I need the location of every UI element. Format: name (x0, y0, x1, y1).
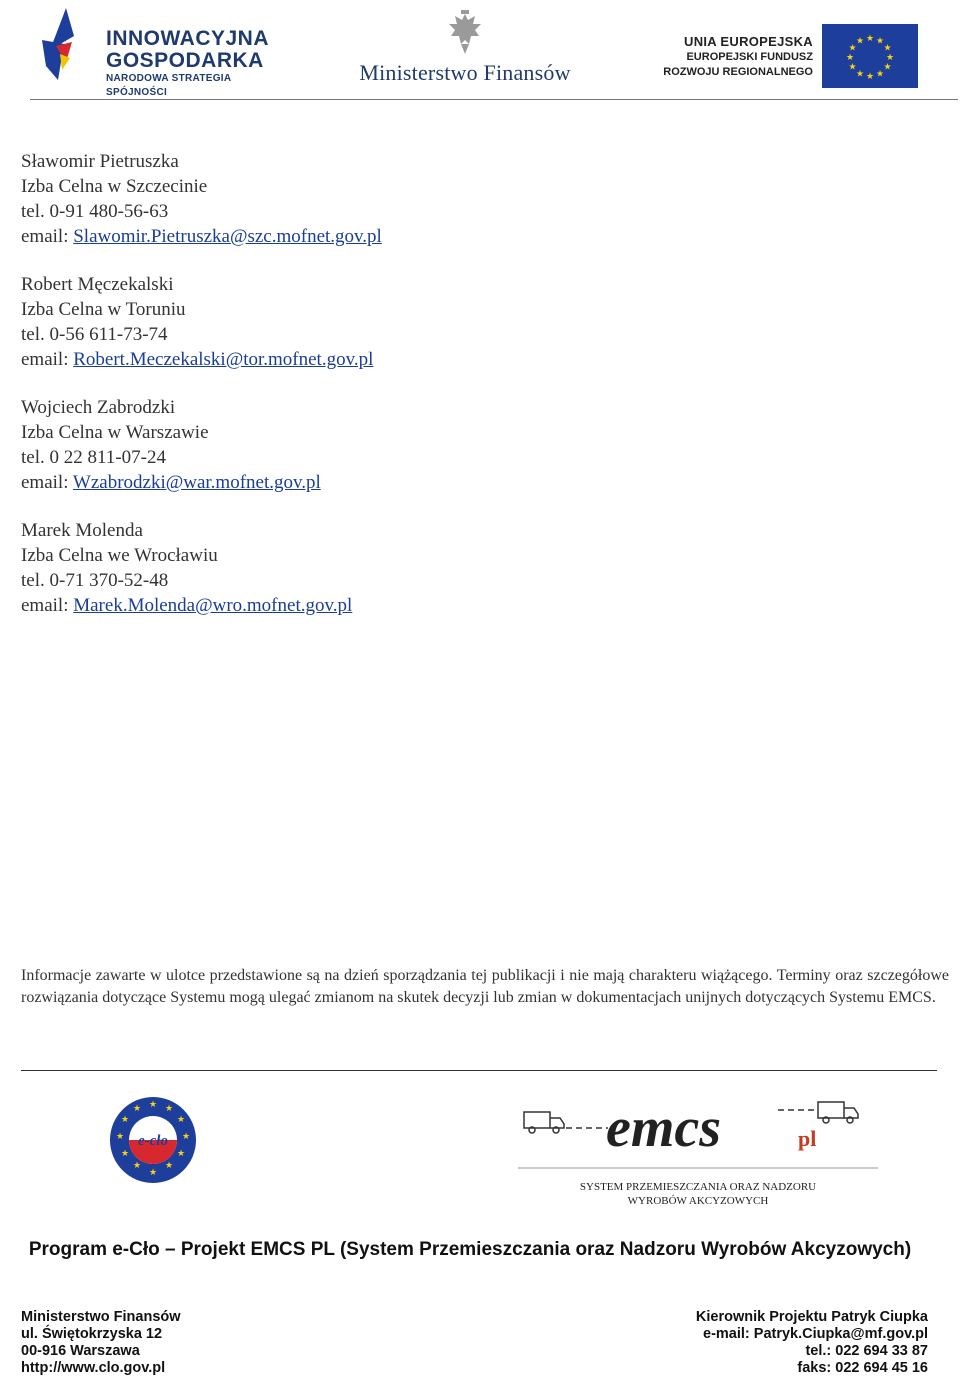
svg-text:★: ★ (875, 69, 885, 80)
svg-text:★: ★ (883, 62, 892, 73)
contact-tel: tel. 0-91 480-56-63 (21, 201, 169, 222)
svg-text:★: ★ (120, 1115, 130, 1125)
truck-left-icon (524, 1112, 564, 1133)
eu-fund-logo (652, 24, 917, 90)
website-link[interactable]: http://www.clo.gov.pl (21, 1360, 166, 1376)
footer-divider (21, 1070, 937, 1071)
contact-email-row (21, 470, 941, 495)
ig-star-icon (38, 6, 78, 86)
disclaimer-text: Informacje zawarte w ulotce przedstawione są na dzień sporządzania tej publikacji i nie mają charakteru wiążącego. Terminy oraz szczegółowe rozwiązania dotyczące Systemu mogą ulegać zmianom na skutek decyzji lub zmian w dokumentacjach unijnych dotyczących Systemu EMCS. (21, 967, 949, 1006)
svg-text:★: ★ (845, 53, 855, 63)
contact-card (21, 272, 941, 372)
contact-email-link[interactable]: Wzabrodzki@war.mofnet.gov.pl (72, 472, 321, 493)
contact-card (21, 395, 941, 495)
svg-text:★: ★ (164, 1161, 174, 1171)
contact-office: Izba Celna we Wrocławiu (21, 545, 218, 566)
contact-tel: tel. 0 22 811-07-24 (21, 447, 166, 468)
contact-email-link[interactable]: Robert.Meczekalski@tor.mofnet.gov.pl (73, 349, 374, 370)
email-label: email: (21, 595, 69, 616)
email-label: email: (21, 349, 69, 370)
header-divider (30, 99, 958, 100)
contact-name: Robert Męczekalski (21, 274, 174, 295)
contact-email-row (21, 347, 941, 372)
svg-text:★: ★ (865, 34, 875, 44)
contact-name: Marek Molenda (21, 520, 143, 541)
emcs-pl-logo (518, 1080, 878, 1215)
email-label: email: (21, 472, 69, 493)
svg-text:★: ★ (120, 1149, 130, 1159)
contact-office: Izba Celna w Toruniu (21, 299, 186, 320)
contact-office: Izba Celna w Szczecinie (21, 176, 208, 197)
manager-fax: faks: 022 694 45 16 (797, 1360, 928, 1376)
program-title: Program e-Cło – Projekt EMCS PL (System Przemieszczania oraz Nadzoru Wyrobów Akcyzowych) (28, 1239, 912, 1260)
emcs-caption-line2: WYROBÓW AKCYZOWYCH (627, 1195, 769, 1207)
svg-text:★: ★ (148, 1100, 158, 1110)
svg-text:★: ★ (132, 1161, 142, 1171)
ig-title-line1: INNOWACYJNA (106, 27, 270, 50)
eu-flag-icon (822, 24, 918, 88)
contact-name: Wojciech Zabrodzki (21, 397, 176, 418)
emcs-wordmark: emcs (606, 1097, 722, 1159)
address-line: Ministerstwo Finansów (21, 1309, 181, 1325)
ue-line1: UNIA EUROPEJSKA (684, 34, 813, 49)
eagle-emblem-icon (445, 10, 485, 56)
svg-text:★: ★ (855, 36, 865, 47)
svg-text:★: ★ (875, 36, 885, 47)
svg-text:★: ★ (132, 1104, 142, 1114)
svg-text:★: ★ (848, 62, 857, 73)
svg-text:★: ★ (855, 69, 865, 80)
svg-text:★: ★ (181, 1132, 191, 1142)
contact-email-link[interactable]: Marek.Molenda@wro.mofnet.gov.pl (73, 595, 353, 616)
page-header (0, 0, 960, 100)
emcs-pl-suffix: pl (798, 1126, 817, 1151)
contact-office: Izba Celna w Warszawie (21, 422, 209, 443)
e-clo-text: e-cło (138, 1133, 168, 1149)
ue-line2: EUROPEJSKI FUNDUSZ (686, 51, 813, 63)
contact-tel: tel. 0-56 611-73-74 (21, 324, 168, 345)
emcs-caption-line1: SYSTEM PRZEMIESZCZANIA ORAZ NADZORU (579, 1181, 817, 1193)
svg-text:★: ★ (115, 1132, 125, 1142)
manager-tel: tel.: 022 694 33 87 (805, 1343, 928, 1359)
contact-email-link[interactable]: Slawomir.Pietruszka@szc.mofnet.gov.pl (73, 226, 382, 247)
contact-email-row (21, 593, 941, 618)
project-manager-contact (696, 1309, 928, 1377)
svg-text:★: ★ (848, 43, 857, 54)
ig-title-line2: GOSPODARKA (106, 49, 264, 72)
contact-name: Sławomir Pietruszka (21, 151, 179, 172)
contact-email-row (21, 224, 941, 249)
ministry-name: Ministerstwo Finansów (359, 60, 571, 85)
contact-card (21, 149, 941, 249)
address-line: 00-916 Warszawa (21, 1343, 140, 1359)
contact-tel: tel. 0-71 370-52-48 (21, 570, 169, 591)
contact-card (21, 518, 941, 618)
svg-text:★: ★ (883, 43, 892, 54)
ministry-address (21, 1309, 181, 1377)
email-label: email: (21, 226, 69, 247)
ue-line3: ROZWOJU REGIONALNEGO (663, 66, 813, 78)
innowacyjna-gospodarka-logo (38, 6, 288, 98)
svg-text:★: ★ (164, 1104, 174, 1114)
svg-text:★: ★ (176, 1149, 186, 1159)
svg-text:★: ★ (176, 1115, 186, 1125)
manager-email[interactable]: e-mail: Patryk.Ciupka@mf.gov.pl (703, 1326, 928, 1342)
address-line: ul. Świętokrzyska 12 (21, 1326, 163, 1342)
e-clo-logo (108, 1095, 198, 1185)
svg-text:★: ★ (148, 1168, 158, 1178)
svg-text:★: ★ (885, 53, 895, 63)
svg-text:★: ★ (865, 72, 875, 82)
contacts-list (21, 149, 941, 641)
manager-name: Kierownik Projektu Patryk Ciupka (695, 1309, 928, 1325)
truck-right-icon (818, 1102, 858, 1123)
ig-subtitle: NARODOWA STRATEGIA SPÓJNOŚCI (106, 73, 232, 98)
ministry-logo (345, 8, 585, 90)
